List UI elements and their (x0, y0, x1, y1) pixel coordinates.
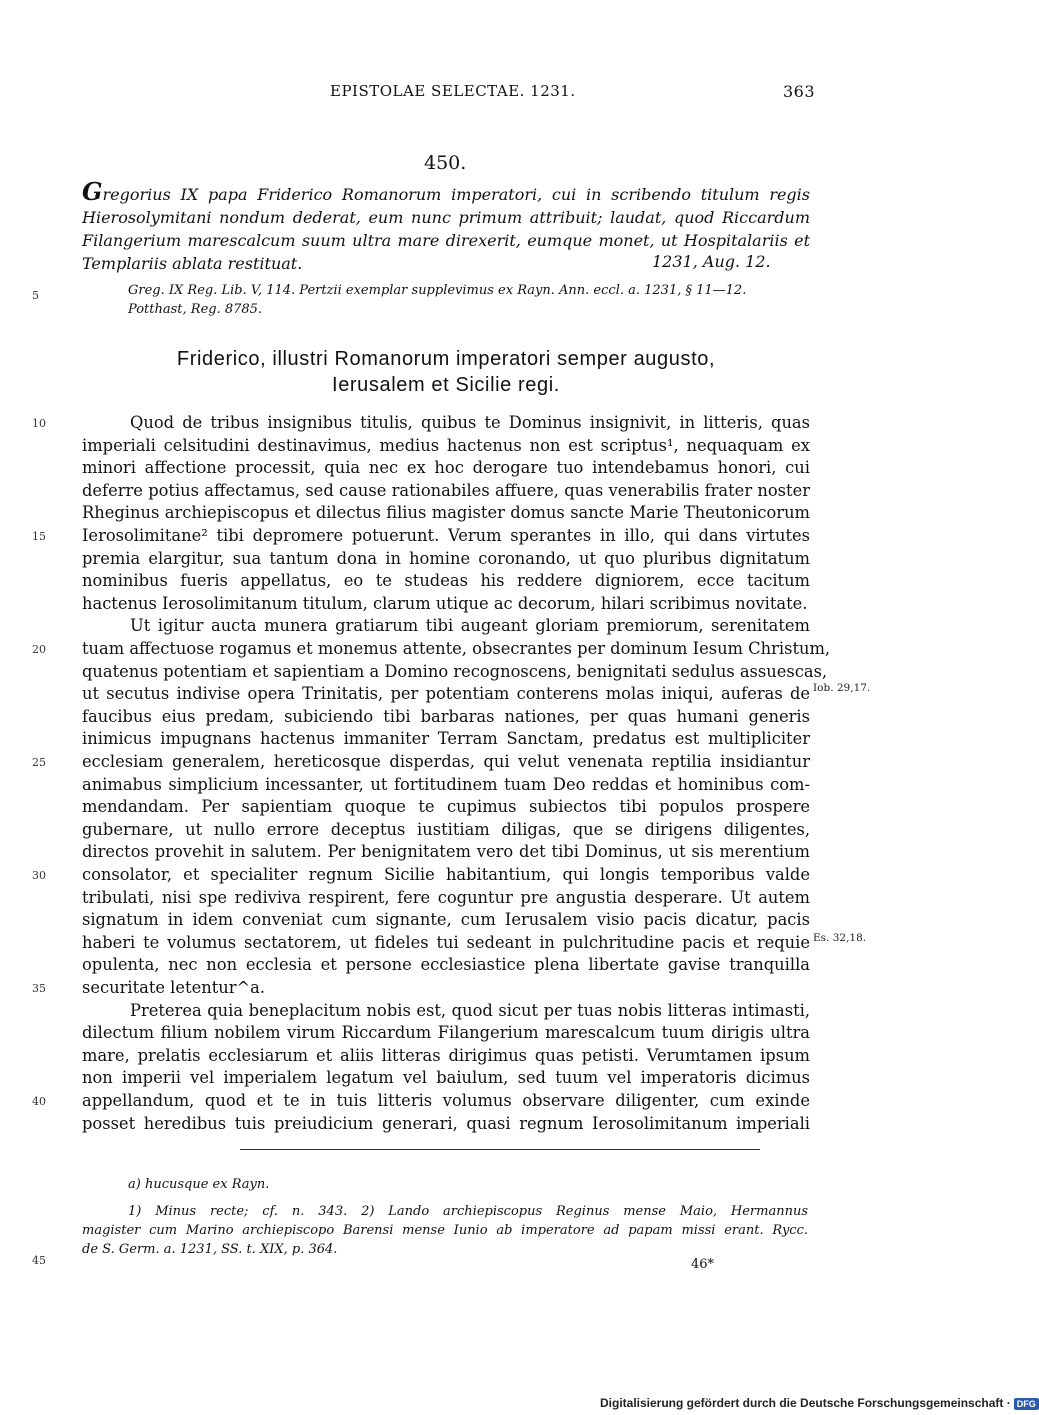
line-number: 25 (32, 756, 46, 769)
line-number: 45 (32, 1254, 46, 1267)
line-number: 5 (32, 289, 39, 302)
summary-line: Filangerium marescalcum suum ultra mare direxerit, eumque monet, ut Hospitalariis et (82, 231, 810, 250)
body-line: dilectum filium nobilem virum Riccardum Filangerium marescalcum tuum dirigis ultra (82, 1023, 810, 1043)
line-number: 40 (32, 1095, 46, 1108)
body-line: Preterea quia beneplacitum nobis est, quod sicut per tuas nobis litteras intimasti, (130, 1000, 810, 1020)
body-line: tuam affectuose rogamus et monemus attente, obsecrantes per dominum Iesum Christum, (82, 639, 831, 658)
address (82, 346, 810, 398)
letter-number: 450. (424, 152, 467, 174)
footnote-line: de S. Germ. a. 1231, SS. t. XIX, p. 364. (82, 1242, 338, 1257)
body-line: mendandam. Per sapientiam quoque te cupimus subiectos tibi populos prospere (82, 797, 810, 817)
digitization-credit (600, 1396, 1039, 1410)
body-line: Ierosolimitane² tibi depromere potuerunt. Verum sperantes in illo, qui dans virtutes (82, 526, 810, 545)
running-title: EPISTOLAE SELECTAE. 1231. (330, 82, 576, 100)
summary-line: Templariis ablata restituat. (82, 254, 303, 273)
body-line: Quod de tribus insignibus titulis, quibus te Dominus insignivit, in litteris, quas (130, 413, 810, 432)
body-line: deferre potius affectamus, sed cause rationabiles affuere, quas venerabilis frater noster (82, 480, 810, 500)
body-line: posset heredibus tuis preiudicium generari, quasi regnum Ierosolimitanum imperiali (82, 1113, 810, 1133)
body-line: Ut igitur aucta munera gratiarum tibi augeant gloriam premiorum, serenitatem (130, 616, 810, 636)
body-line: consolator, et specialiter regnum Sicilie habitantium, qui longis temporibus valde (82, 865, 810, 884)
body-line: non imperii vel imperialem legatum vel baiulum, sed tuum vel imperatoris dicimus (82, 1068, 810, 1088)
body-line: imperiali celsitudini destinavimus, medius hactenus non est scriptus¹, nequaquam ex (82, 435, 810, 455)
footnote-line: 1) Minus recte; cf. n. 343. 2) Lando archiepiscopus Reginus mense Maio, Hermannus (128, 1204, 808, 1219)
address-line: Friderico, illustri Romanorum imperatori semper augusto, (176, 348, 716, 370)
body-line: appellandum, quod et te in tuis litteris volumus observare diligenter, cum exinde (82, 1091, 810, 1110)
body-line: premia elargitur, sua tantum dona in homine coronando, ut quo pluribus dignitatum (82, 548, 810, 568)
footnote-line: magister cum Marino archiepiscopo Barensi mense Iunio ab imperatore ad papam missi erant. Rycc. (82, 1223, 808, 1238)
line-number: 20 (32, 643, 46, 656)
body-line: animabus simplicium incessanter, ut fortitudinem tuam Deo reddas et hominibus com- (82, 774, 810, 794)
line-number: 10 (32, 417, 46, 430)
body-line: securitate letentur^a. (82, 978, 266, 997)
body-line: inimicus impugnans hactenus immaniter Terram Sanctam, predatus est multipliciter (82, 729, 810, 749)
source-line: Potthast, Reg. 8785. (128, 302, 263, 317)
body-line: ut secutus indivise opera Trinitatis, per potentiam conterens molas iniqui, auferas de (82, 684, 810, 704)
body-line: nominibus fueris appellatus, eo te studeas his reddere digniorem, ecce tacitum (82, 571, 810, 591)
body-line: signatum in idem conveniat cum signante, cum Ierusalem visio pacis dicatur, pacis (82, 910, 810, 930)
credit-text: Digitalisierung gefördert durch die Deutsche Forschungsgemeinschaft · (600, 1396, 1011, 1410)
body-line: mare, prelatis ecclesiarum et aliis litteras dirigimus quas petisti. Verumtamen ipsum (82, 1045, 810, 1065)
line-number: 35 (32, 982, 46, 995)
body-line: faucibus eius predam, subiciendo tibi barbaras nationes, per quas humani generis (82, 706, 810, 726)
body-line: opulenta, nec non ecclesia et persone ecclesiastice plena libertate gavise tranquilla (82, 955, 810, 975)
summary-initial: G (82, 177, 103, 206)
body-line: tribulati, nisi spe rediviva respirent, fere coguntur pre angustia desperare. Ut autem (82, 887, 810, 907)
body-line: Rheginus archiepiscopus et dilectus filius magister domus sancte Marie Theutonicorum (82, 503, 810, 523)
line-number: 15 (32, 530, 46, 543)
margin-reference: Es. 32,18. (813, 932, 867, 944)
body-line: gubernare, ut nullo errore deceptus iustitiam diligas, que se dirigens diligentes, (82, 819, 810, 839)
summary-line: Hierosolymitani nondum dederat, eum nunc primum attribuit; laudat, quod Riccardum (82, 208, 810, 227)
footnote-a: a) hucusque ex Rayn. (128, 1177, 270, 1192)
summary-line: regorius IX papa Friderico Romanorum imperatori, cui in scribendo titulum regis (102, 185, 810, 204)
letter-date: 1231, Aug. 12. (652, 252, 771, 271)
source-line: Greg. IX Reg. Lib. V, 114. Pertzii exemplar supplevimus ex Rayn. Ann. eccl. a. 1231, § 11—12. (128, 283, 747, 298)
line-number: 30 (32, 869, 46, 882)
page-number: 363 (783, 82, 816, 101)
body-line: haberi te volumus sectatorem, ut fideles tui sedeant in pulchritudine pacis et requie (82, 932, 810, 952)
body-line: directos provehit in salutem. Per benignitatem vero det tibi Dominus, ut sis merentium (82, 842, 810, 862)
dfg-logo: DFG (1014, 1398, 1039, 1410)
margin-reference: Iob. 29,17. (813, 682, 871, 694)
address-line: Ierusalem et Sicilie regi. (332, 374, 560, 396)
signature-mark: 46* (691, 1257, 715, 1272)
body-line: ecclesiam generalem, hereticosque disperdas, qui velut venenata reptilia insidiantur (82, 752, 810, 771)
body-line: quatenus potentiam et sapientiam a Domino recognoscens, benignitati sedulus assuescas, (82, 661, 828, 681)
footnote-divider (240, 1149, 760, 1150)
body-line: minori affectione processit, quia nec ex hoc derogare tuo intendebamus honori, cui (82, 458, 810, 478)
body-line: hactenus Ierosolimitanum titulum, clarum utique ac decorum, hilari scribimus novitate. (82, 593, 808, 613)
